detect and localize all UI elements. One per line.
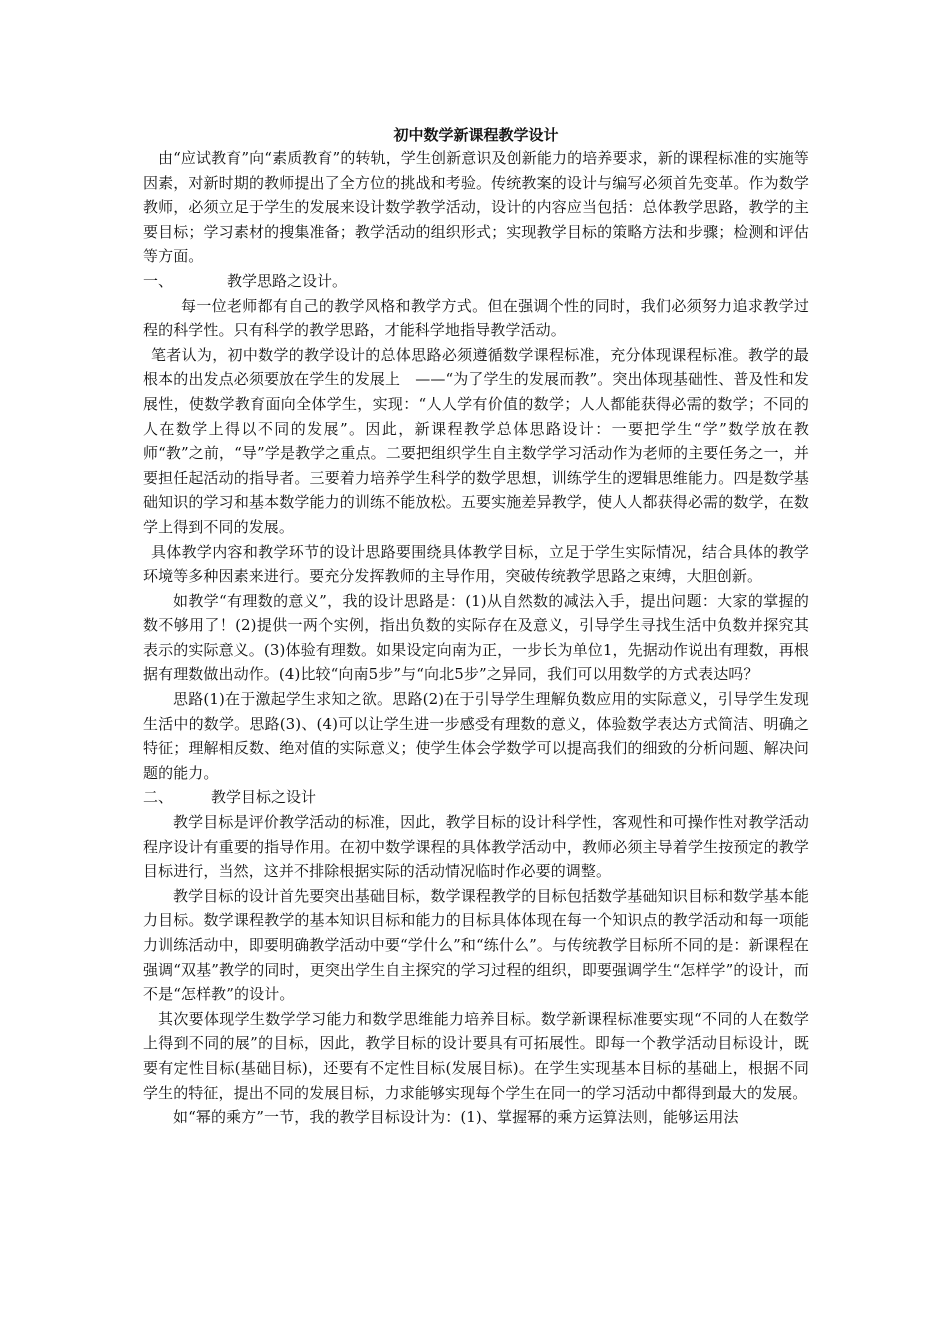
paragraph: 教学目标是评价教学活动的标准，因此，教学目标的设计科学性，客观性和可操作性对教学活动程序设计有重要的指导作用。在初中数学课程的具体教学活动中，教师必须主导着学生按预定的教学目标进行，当然，这并不排除根据实际的活动情况临时作必要的调整。 [143, 813, 809, 881]
paragraph: 如“幂的乘方”一节，我的教学目标设计为：(1)、掌握幂的乘方运算法则，能够运用法 [173, 1108, 739, 1127]
document-page [143, 124, 809, 1130]
paragraph: 思路(1)在于激起学生求知之欲。思路(2)在于引导学生理解负数应用的实际意义，引导学生发现生活中的数学。思路(3)、(4)可以让学生进一步感受有理数的意义，体验数学表达方式简洁、明确之特征；理解相反数、绝对值的实际意义；使学生体会学数学可以提高我们的细致的分析问题、解决问题的能力。 [143, 690, 809, 782]
paragraph: 其次要体现学生数学学习能力和数学思维能力培养目标。数学新课程标准要实现“不同的人在数学上得到不同的展”的目标，因此，教学目标的设计要具有可拓展性。即每一个教学活动目标设计，既要有定性目标(基础目标)，还要有不定性目标(发展目标)。在学生实现基本目标的基础上，根据不同学生的特征，提出不同的发展目标，力求能够实现每个学生在同一的学习活动中都得到最大的发展。 [143, 1009, 809, 1102]
paragraph: 如教学“有理数的意义”，我的设计思路是：(1)从自然数的减法入手，提出问题：大家的掌握的数不够用了！(2)提供一两个实例，指出负数的实际存在及意义，引导学生寻找生活中负数并探究其表示的实际意义。(3)体验有理数。如果设定向南为正，一步长为单位1，先据动作说出有理数，再根据有理数做出动作。(4)比较“向南5步”与“向北5步”之异同，我们可以用数学的方式表达吗？ [143, 591, 809, 684]
section-title: 教学目标之设计 [211, 788, 317, 807]
paragraph: 每一位老师都有自己的教学风格和教学方式。但在强调个性的同时，我们必须努力追求教学过程的科学性。只有科学的教学思路，才能科学地指导教学活动。 [143, 296, 809, 340]
document-title: 初中数学新课程教学设计 [393, 126, 559, 144]
paragraph: 具体教学内容和教学环节的设计思路要围绕具体教学目标，立足于学生实际情况，结合具体的教学环境等多种因素来进行。要充分发挥教师的主导作用，突破传统教学思路之束缚，大胆创新。 [143, 542, 809, 586]
section-heading-1 [143, 269, 809, 294]
section-title: 教学思路之设计。 [227, 271, 348, 290]
paragraph-intro: 由“应试教育”向“素质教育”的转轨，学生创新意识及创新能力的培养要求，新的课程标准的实施等因素，对新时期的教师提出了全方位的挑战和考验。传统教案的设计与编写必须首先变革。作为数学教师，必须立足于学生的发展来设计数学教学活动，设计的内容应当包括：总体教学思路，教学的主要目标；学习素材的搜集准备；教学活动的组织形式；实现教学目标的策略方法和步骤；检测和评估等方面。 [143, 149, 809, 266]
paragraph: 笔者认为，初中数学的教学设计的总体思路必须遵循数学课程标准，充分体现课程标准。教学的最根本的出发点必须要放在学生的发展上 ——“为了学生的发展而教”。突出体现基础性、普及性和发展性，使数学教育面向全体学生，实现：“人人学有价值的数学；人人都能获得必需的数学；不同的人在数学上得以不同的发展”。因此，新课程教学总体思路设计：一要把学生“学”数学放在教师“教”之前，“导”学是教学之重点。二要把组织学生自主数学学习活动作为老师的主要任务之一，并要担任起活动的指导者。三要着力培养学生科学的数学思想，训练学生的逻辑思维能力。四是数学基础知识的学习和基本数学能力的训练不能放松。五要实施差异教学，使人人都获得必需的数学，在数学上得到不同的发展。 [143, 345, 809, 536]
section-heading-2 [143, 785, 809, 810]
section-number: 一、 [143, 271, 174, 290]
paragraph: 教学目标的设计首先要突出基础目标，数学课程教学的目标包括数学基础知识目标和数学基本能力目标。数学课程教学的基本知识目标和能力的目标具体体现在每一个知识点的教学活动和每一项能力训练活动中，即要明确教学活动中要“学什么”和“练什么”。与传统教学目标所不同的是：新课程在强调“双基”教学的同时，更突出学生自主探究的学习过程的组织，即要强调学生“怎样学”的设计，而不是“怎样教”的设计。 [143, 886, 809, 1004]
section-number: 二、 [143, 788, 174, 807]
